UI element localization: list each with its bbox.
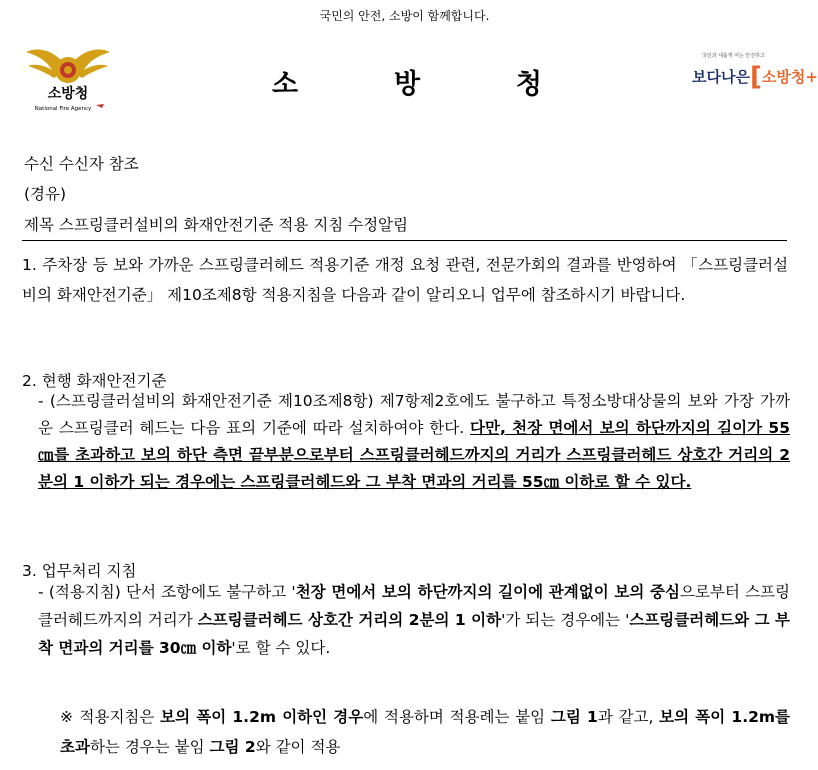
via-line: (경유) [24, 185, 67, 203]
agency-title: 소 방 청 [272, 69, 542, 100]
bracket-icon: [ [749, 62, 762, 92]
section-2-underlined: 다만, 천장 면에서 보의 하단까지의 길이가 55㎝를 초과하고 보의 하단 측면 끝부분으로부터 스프링클러헤드까지의 거리가 스프링클러헤드 상호간 거리의 2분의 1 이하가 되는 경우에는 스프링클러헤드와 그 부착 면과의 거리를 55㎝ 이하로 할 수 있다. [38, 419, 790, 491]
section-3-title: 3. 업무처리 지침 [22, 562, 137, 580]
section-3-body: - (적용지침) 단서 조항에도 불구하고 '천장 면에서 보의 하단까지의 길이에 관계없이 보의 중심으로부터 스프링클러헤드까지의 거리가 스프링클러헤드 상호간 거리의 2분의 1 이하'가 되는 경우에는 '스프링클러헤드와 그 부착 면과의 거리를 30㎝ 이하'로 할 수 있다. [38, 583, 790, 657]
brand-logo: 국민과 새롭게 여는 안전하고 보다나은[소방청+ [692, 53, 818, 92]
section-2-title: 2. 현행 화재안전기준 [22, 372, 167, 390]
paragraph-1: 1. 주차장 등 보와 가까운 스프링클러헤드 적용기준 개정 요청 관련, 전문가회의 결과를 반영하여 「스프링클러설비의 화재안전기준」 제10조제8항 적용지침을 다음과 같이 알리오니 업무에 참조하시기 바랍니다. [22, 256, 788, 304]
emblem-subtext: National Fire Agency [34, 106, 92, 112]
recipient-line: 수신 수신자 참조 [24, 155, 139, 173]
section-2-body: - (스프링클러설비의 화재안전기준 제10조제8항) 제7항제2호에도 불구하고 특정소방대상물의 보와 가장 가까운 스프링클러 헤드는 다음 표의 기준에 따라 설치하여야 한다. 다만, 천장 면에서 보의 하단까지의 길이가 55㎝를 초과하고 보의 하단 측면 끝부분으로부터 스프링클러헤드까지의 거리가 스프링클러헤드 상호간 거리의 2분의 1 이하가 되는 경우에는 스프링클러헤드와 그 부착 면과의 거리를 55㎝ 이하로 할 수 있다. [38, 392, 790, 491]
subject-line: 제목 스프링클러설비의 화재안전기준 적용 지침 수정알림 [24, 216, 408, 234]
emblem-text: 소방청 [47, 86, 89, 102]
fire-agency-emblem [22, 38, 114, 114]
plus-icon: + [805, 68, 818, 86]
slogan: 국민의 안전, 소방이 함께합니다. [319, 9, 490, 23]
note: ※ 적용지침은 보의 폭이 1.2m 이하인 경우에 적용하며 적용례는 붙임 그림 1과 같고, 보의 폭이 1.2m를 초과하는 경우는 붙임 그림 2와 같이 적용 [60, 708, 790, 756]
divider [22, 240, 787, 241]
